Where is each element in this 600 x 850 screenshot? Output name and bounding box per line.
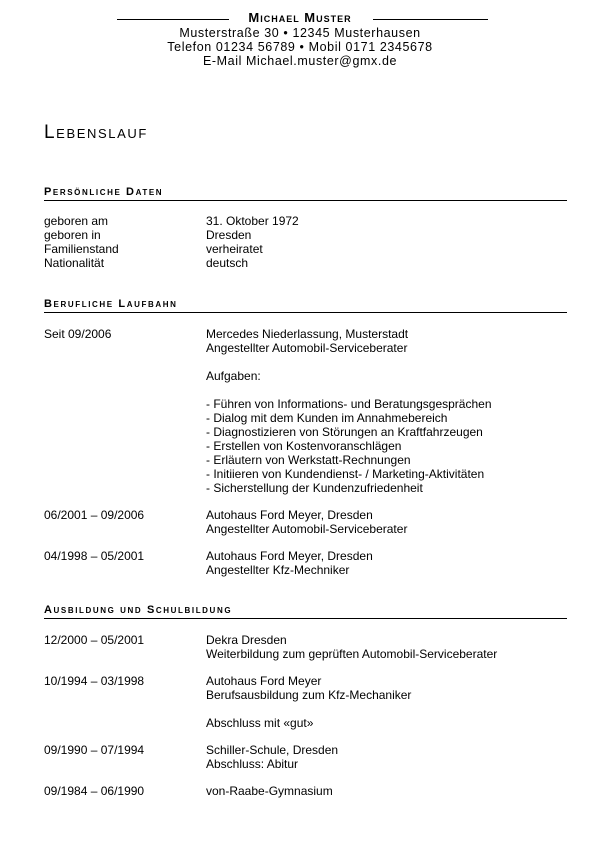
- education-note: Abschluss mit «gut»: [206, 716, 314, 730]
- education-entry: [44, 743, 567, 771]
- personal-row: [44, 228, 567, 242]
- personal-value: 31. Oktober 1972: [206, 214, 299, 228]
- section-heading-career: Berufliche Laufbahn: [44, 298, 567, 313]
- education-period: 09/1984 – 06/1990: [44, 784, 145, 798]
- education-entry: [44, 633, 567, 661]
- education-detail: Weiterbildung zum geprüften Automobil-Serviceberater: [206, 647, 498, 661]
- address-line: Musterstraße 30 • 12345 Musterhausen: [179, 26, 421, 40]
- section-career: [44, 298, 567, 590]
- section-heading-education: Ausbildung und Schulbildung: [44, 604, 567, 619]
- personal-value: Dresden: [206, 228, 252, 242]
- career-task: - Sicherstellung der Kundenzufriedenheit: [206, 481, 423, 495]
- career-role: Angestellter Automobil-Serviceberater: [206, 522, 408, 536]
- personal-label: geboren in: [44, 228, 101, 242]
- letterhead: [0, 10, 600, 68]
- personal-row: [44, 214, 567, 228]
- personal-row: [44, 256, 567, 270]
- education-period: 12/2000 – 05/2001: [44, 633, 145, 647]
- career-task: - Initiieren von Kundendienst- / Marketing-Aktivitäten: [206, 467, 485, 481]
- education-detail: Berufsausbildung zum Kfz-Mechaniker: [206, 688, 412, 702]
- career-role: Angestellter Automobil-Serviceberater: [206, 341, 408, 355]
- education-period: 10/1994 – 03/1998: [44, 674, 145, 688]
- education-entry: [44, 784, 567, 798]
- education-institution: von-Raabe-Gymnasium: [206, 784, 333, 798]
- education-period: 09/1990 – 07/1994: [44, 743, 145, 757]
- career-company: Mercedes Niederlassung, Musterstadt: [206, 327, 409, 341]
- career-task: - Dialog mit dem Kunden im Annahmebereich: [206, 411, 448, 425]
- applicant-name: Michael Muster: [248, 10, 352, 25]
- personal-label: Nationalität: [44, 256, 105, 270]
- personal-label: geboren am: [44, 214, 109, 228]
- career-task: - Führen von Informations- und Beratungsgesprächen: [206, 397, 492, 411]
- career-period: Seit 09/2006: [44, 327, 112, 341]
- email-line: E-Mail Michael.muster@gmx.de: [202, 54, 398, 68]
- section-education: [44, 604, 567, 811]
- career-role: Angestellter Kfz-Mechniker: [206, 563, 350, 577]
- personal-row: [44, 242, 567, 256]
- name-row: [0, 10, 600, 26]
- education-institution: Dekra Dresden: [206, 633, 287, 647]
- career-entry: [44, 549, 567, 577]
- career-entry: [44, 508, 567, 536]
- career-tasks-label: Aufgaben:: [206, 369, 261, 383]
- education-institution: Schiller-Schule, Dresden: [206, 743, 339, 757]
- education-institution: Autohaus Ford Meyer: [206, 674, 322, 688]
- career-entry: [44, 327, 567, 495]
- education-detail: Abschluss: Abitur: [206, 757, 299, 771]
- career-task: - Erstellen von Kostenvoranschlägen: [206, 439, 402, 453]
- career-company: Autohaus Ford Meyer, Dresden: [206, 549, 373, 563]
- personal-label: Familienstand: [44, 242, 119, 256]
- section-personal: [44, 186, 567, 270]
- career-period: 04/1998 – 05/2001: [44, 549, 145, 563]
- phone-line: Telefon 01234 56789 • Mobil 0171 2345678: [167, 40, 433, 54]
- education-entry: [44, 674, 567, 730]
- page-title: Lebenslauf: [44, 122, 148, 143]
- career-company: Autohaus Ford Meyer, Dresden: [206, 508, 373, 522]
- personal-value: deutsch: [206, 256, 249, 270]
- name-rule-right: [373, 19, 488, 20]
- section-heading-personal: Persönliche Daten: [44, 186, 567, 201]
- career-task: - Diagnostizieren von Störungen an Kraftfahrzeugen: [206, 425, 483, 439]
- personal-value: verheiratet: [206, 242, 263, 256]
- career-task: - Erläutern von Werkstatt-Rechnungen: [206, 453, 411, 467]
- career-period: 06/2001 – 09/2006: [44, 508, 145, 522]
